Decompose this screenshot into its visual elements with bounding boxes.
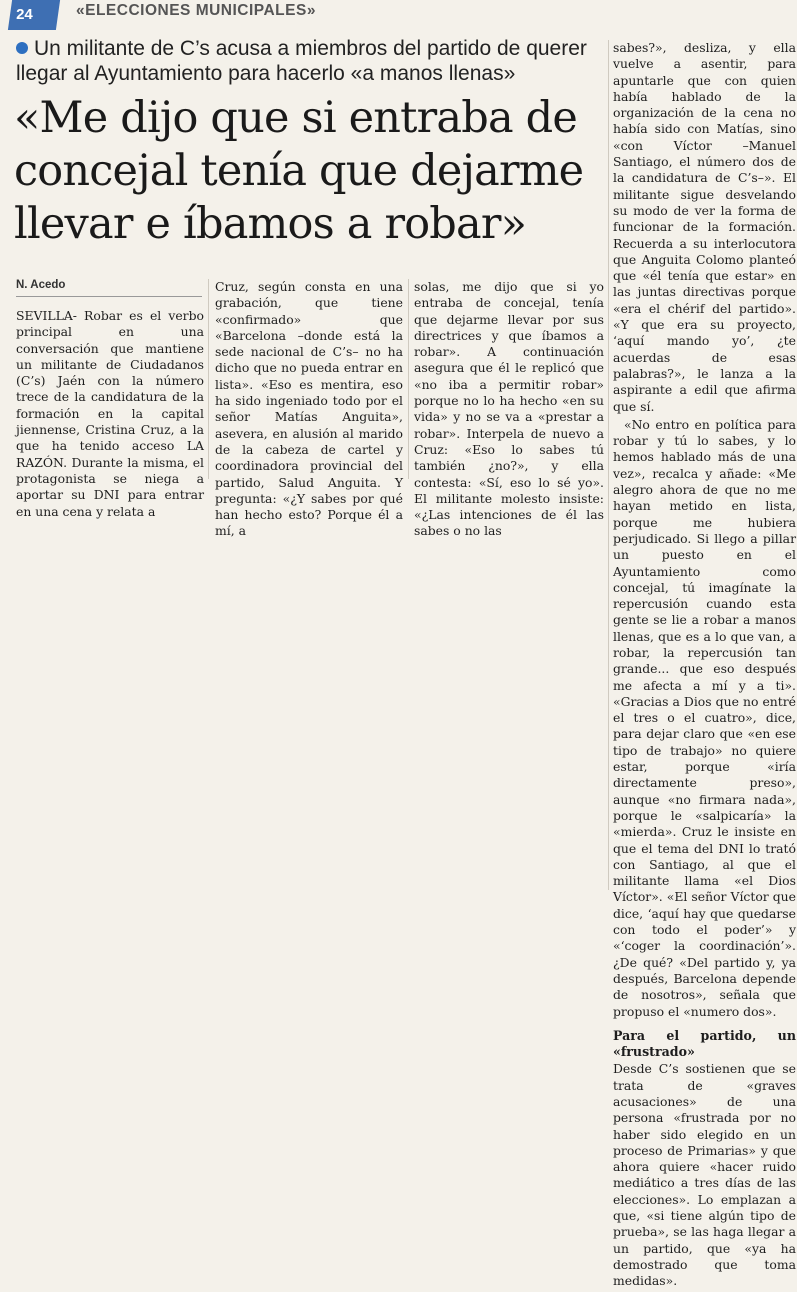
article-column-1 bbox=[16, 308, 204, 522]
paragraph: «No entro en política para robar y tú lo sabes, y lo hemos hablado más de una vez», recalca y añade: «Me alegro ahora de que no me hayan metido en lista, porque me hubiera perjudicado. Si llego a pillar un puesto en el Ayuntamiento como concejal, tú imagínate la repercusión cuando esta gente se lie a robar a manos llenas, que es a lo que van, a robar, la repercusión tan grande... que eso después me afecta a mí y a ti». «Gracias a Dios que no entré el tres o el cuatro», dice, para dejar claro que «en ese tipo de trabajo» no quiere estar, porque «iría directamente preso», aunque «no firmara nada», porque le «salpicaría» la «mierda». Cruz le insiste en que el tema del DNI lo trató con Santiago, al que el militante llama «el Dios Víctor». «El señor Víctor que dice, ‘aquí hay que quedarse con todo el poder’» y «‘coger la coordinación’». ¿De qué? «Del partido y, ya después, Barcelona depende de nosotros», señala que propuso el «numero dos». bbox=[613, 416, 796, 1019]
column-divider bbox=[408, 279, 409, 479]
page-number-logo bbox=[8, 0, 60, 30]
subheadline bbox=[16, 36, 596, 86]
article-column-2 bbox=[215, 279, 403, 542]
paragraph: Desde C’s sostienen que se trata de «graves acusaciones» de una persona «frustrada por no haber sido elegido en un proceso de Primarias» y que ahora quiere «hacer ruido mediático a tres días de las elecciones». Lo emplazan a que, «si tiene algún tipo de prueba», se las haga llegar a un partido, que «ya ha demostrado que toma medidas». bbox=[613, 1061, 796, 1289]
headline: «Me dijo que si entraba de concejal tenía que dejarme llevar e íbamos a robar» bbox=[14, 93, 584, 249]
page-number: 24 bbox=[16, 6, 33, 23]
paragraph: SEVILLA- Robar es el verbo principal en una conversación que mantiene un militante de Ciudadanos (C’s) Jaén con la número trece de la candidatura de la formación en la capital jiennense, Cristina Cruz, a la que ha tenido acceso LA RAZÓN. Durante la misma, el protagonista se niega a aportar su DNI para entrar en una cena y relata a bbox=[16, 308, 204, 519]
paragraph: solas, me dijo que si yo entraba de concejal, tenía que dejarme llevar por sus directrices y que íbamos a robar». A continuación asegura que él le replicó que «no iba a permitir robar» porque no lo ha hecho «en su vida» y no se va a «prestar a robar». Interpela de nuevo a Cruz: «Eso lo sabes tú también ¿no?», y ella contesta: «Sí, eso lo sé yo». El militante molesto insiste: «¿Las intenciones de él las sabes o no las bbox=[414, 279, 604, 539]
paragraph: Cruz, según consta en una grabación, que tiene «confirmado» que «Barcelona –donde está la sede nacional de C’s– no ha dicho que no pueda entrar en lista». «Eso es mentira, eso ha sido ingeniado todo por el señor Matías Anguita», asevera, en alusión al marido de la cabeza de cartel y coordinadora provincial del partido, Salud Anguita. Y pregunta: «¿Y sabes por qué han hecho esto? Porque él a mí, a bbox=[215, 279, 403, 539]
article-column-3 bbox=[414, 279, 604, 542]
section-label: «ELECCIONES MUNICIPALES» bbox=[76, 2, 316, 19]
article-column-4 bbox=[613, 40, 796, 1292]
subsection-title: Para el partido, un «frustrado» bbox=[613, 1027, 796, 1060]
byline: N. Acedo bbox=[16, 279, 66, 291]
bullet-icon bbox=[16, 42, 28, 54]
column-divider bbox=[208, 279, 209, 479]
subheadline-text: Un militante de C’s acusa a miembros del partido de querer llegar al Ayuntamiento para hacerlo «a manos llenas» bbox=[16, 37, 587, 85]
column-divider bbox=[608, 40, 609, 890]
paragraph: sabes?», desliza, y ella vuelve a asentir, para apuntarle que con quien había hablado de la organización de la cena no había sido con Matías, sino «con Víctor –Manuel Santiago, el número dos de la candidatura de C’s–». El militante sigue desvelando su modo de ver la forma de funcionar de la formación. Recuerda a su interlocutora que Anguita Colomo planteó que «él tenía que estar» en las juntas directivas porque «era el chérif del partido». «Y que era su proyecto, ‘aquí mando yo’, ¿te acuerdas de esas palabras?», le lanza a la aspirante a edil que afirma que sí. bbox=[613, 40, 796, 414]
byline-divider bbox=[16, 296, 202, 297]
